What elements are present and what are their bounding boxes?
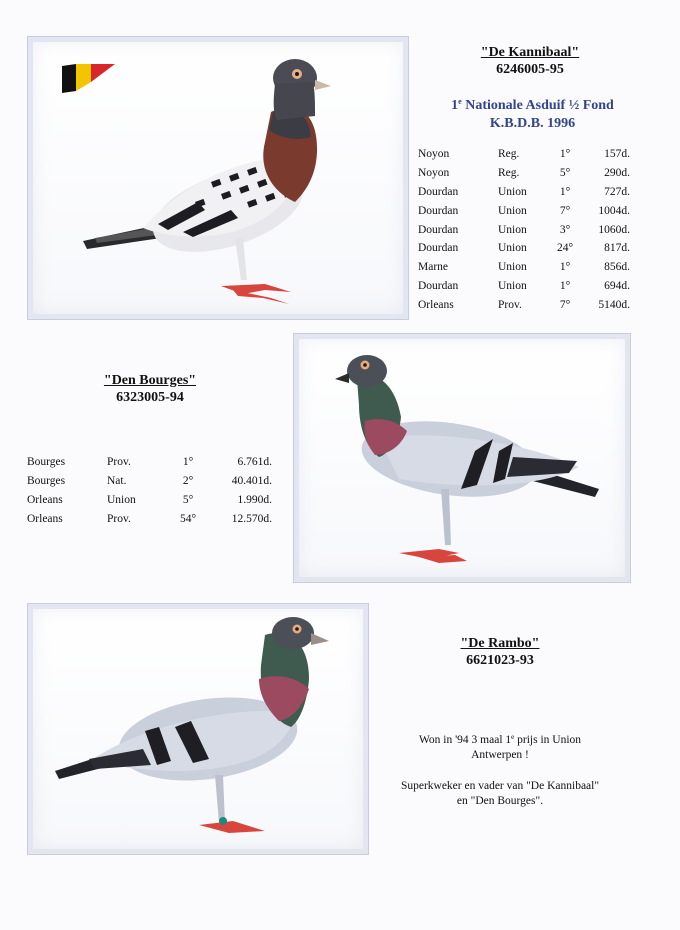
result-level: Union [498, 223, 527, 236]
result-race: Marne [418, 261, 449, 274]
bird-3-name-block [420, 635, 580, 669]
photo-de-kannibaal [28, 37, 408, 319]
result-birds: 12.570d. [231, 512, 272, 525]
result-race: Orleans [27, 512, 63, 525]
result-place: 5° [182, 493, 194, 506]
result-birds: 5140d. [598, 298, 630, 311]
result-row [418, 201, 630, 220]
result-level: Union [498, 185, 527, 198]
result-birds: 290d. [604, 167, 630, 180]
result-birds: 1.990d. [237, 493, 272, 506]
result-place: 1° [559, 185, 571, 198]
bird-2-ring: 6323005-94 [116, 390, 184, 405]
bird-1-headline-org: K.B.D.B. 1996 [489, 116, 576, 131]
bird-2-name-block [70, 372, 230, 406]
bird-3-ring: 6621023-93 [466, 653, 534, 668]
result-place: 1° [182, 456, 194, 469]
bird-1-headline [415, 93, 650, 133]
result-level: Nat. [107, 475, 127, 488]
result-birds: 856d. [604, 261, 630, 274]
result-row [418, 164, 630, 183]
bird-1-name-block [450, 44, 610, 78]
result-place: 1° [559, 148, 571, 161]
result-birds: 727d. [604, 185, 630, 198]
result-place: 7° [559, 298, 571, 311]
result-row [418, 239, 630, 258]
result-place: 1° [559, 261, 571, 274]
result-level: Prov. [107, 512, 131, 525]
result-birds: 6.761d. [237, 456, 272, 469]
result-birds: 817d. [604, 242, 630, 255]
result-level: Union [498, 204, 527, 217]
result-row [418, 220, 630, 239]
result-race: Orleans [27, 493, 63, 506]
result-race: Dourdan [418, 185, 459, 198]
result-place: 7° [559, 204, 571, 217]
result-level: Prov. [107, 456, 131, 469]
result-birds: 694d. [604, 279, 630, 292]
bird-3-notes [375, 730, 625, 825]
result-level: Prov. [498, 298, 522, 311]
result-race: Noyon [418, 167, 450, 180]
photo-den-bourges [294, 334, 630, 582]
result-birds: 1060d. [598, 223, 630, 236]
result-birds: 157d. [604, 148, 630, 161]
result-race: Bourges [27, 475, 66, 488]
result-level: Union [498, 279, 527, 292]
result-row [418, 258, 630, 277]
result-level: Reg. [498, 148, 520, 161]
bird-2-name: "Den Bourges" [103, 373, 197, 388]
bird-3-name: "De Rambo" [460, 636, 540, 651]
photo-de-rambo [28, 604, 368, 854]
bird-1-name: "De Kannibaal" [480, 45, 580, 60]
result-place: 3° [559, 223, 571, 236]
result-level: Reg. [498, 167, 520, 180]
bird-1-results-table [418, 145, 630, 314]
result-row [418, 295, 630, 314]
result-race: Bourges [27, 456, 66, 469]
result-race: Orleans [418, 298, 454, 311]
result-row [418, 145, 630, 164]
bird-3-breeder-text: Superkweker en vader van "De Kannibaal" en "Den Bourges". [400, 780, 600, 807]
result-race: Dourdan [418, 279, 459, 292]
result-level: Union [498, 242, 527, 255]
result-place: 54° [179, 512, 197, 525]
result-row [27, 472, 272, 491]
result-race: Dourdan [418, 204, 459, 217]
result-level: Union [498, 261, 527, 274]
result-race: Dourdan [418, 242, 459, 255]
bird-1-ring: 6246005-95 [496, 62, 564, 77]
bird-1-headline-line-1: 1e Nationale Asduif ½ Fond [451, 97, 614, 113]
result-race: Noyon [418, 148, 450, 161]
result-race: Dourdan [418, 223, 459, 236]
result-row [27, 491, 272, 510]
result-place: 1° [559, 279, 571, 292]
pigeon-blue-bar-rambo-image [33, 609, 363, 849]
result-row [418, 183, 630, 202]
result-place: 2° [182, 475, 194, 488]
result-row [418, 277, 630, 296]
bird-2-results-table [27, 453, 272, 528]
result-place: 5° [559, 167, 571, 180]
bird-3-won-text: Won in '94 3 maal 1e prijs in Union Antwerpen ! [418, 733, 582, 761]
result-place: 24° [556, 242, 574, 255]
result-birds: 40.401d. [231, 475, 272, 488]
pigeon-blue-bar-image [299, 339, 625, 577]
result-birds: 1004d. [598, 204, 630, 217]
result-row [27, 509, 272, 528]
result-level: Union [107, 493, 136, 506]
result-row [27, 453, 272, 472]
pigeon-checker-image [33, 42, 403, 314]
